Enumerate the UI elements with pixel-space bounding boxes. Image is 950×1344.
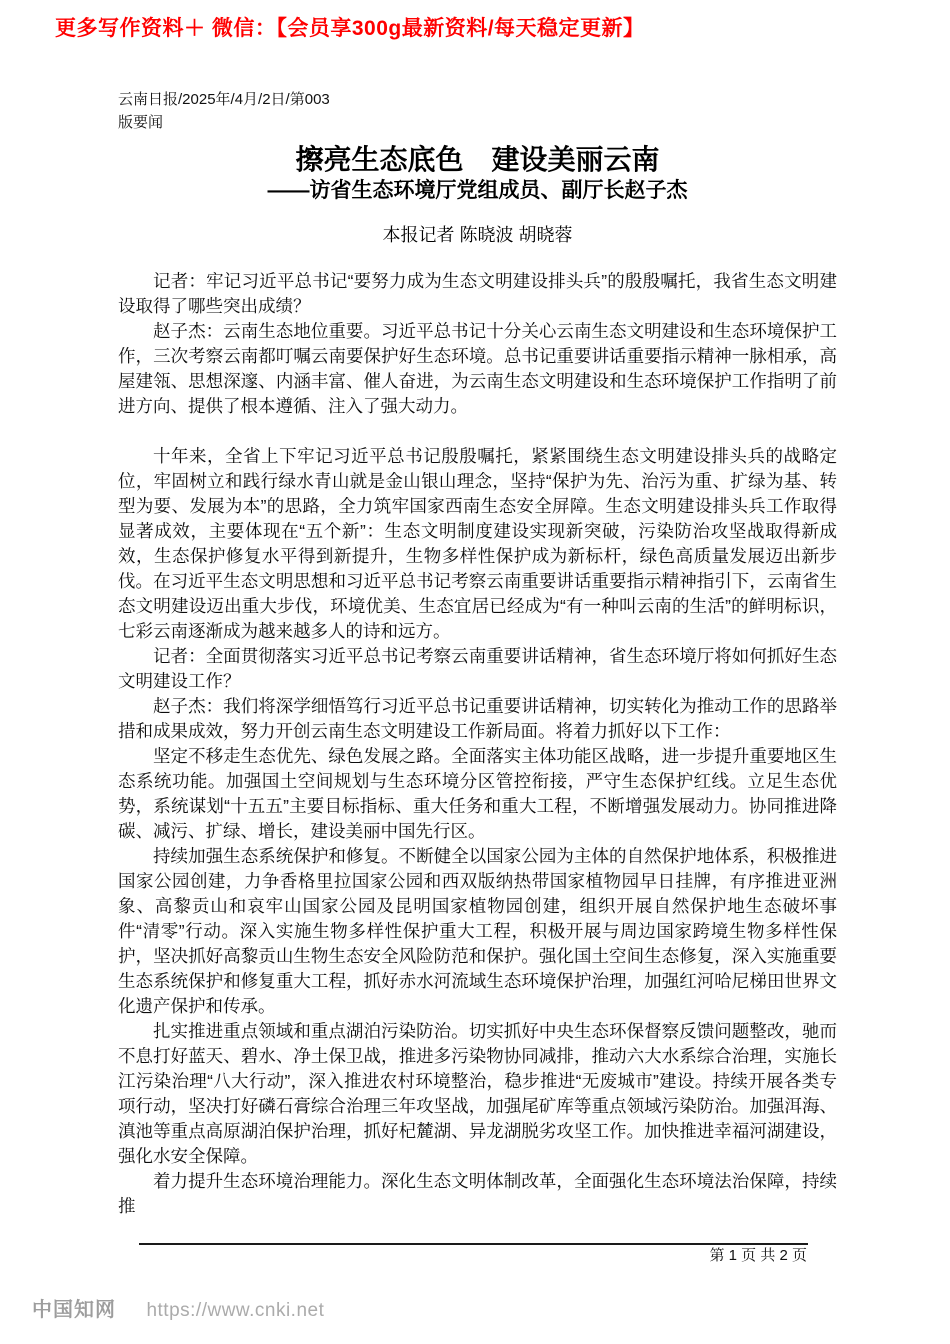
article-byline: 本报记者 陈晓波 胡晓蓉 [382,225,573,245]
source-line-1: 云南日报/2025年/4月/2日/第003 [118,91,330,108]
paragraph-task-pollution-control: 扎实推进重点领域和重点湖泊污染防治。切实抓好中央生态环保督察反馈问题整改，驰而不息打好蓝天、碧水、净土保卫战，推进多污染物协同减排，推动六大水系综合治理，实施长江污染治理“八大行动”，深入推进农村环境整治，稳步推进“无废城市”建设。持续开展各类专项行动，坚决打好磷石膏综合治理三年攻坚战，加强尾矿库等重点领域污染防治。加强洱海、滇池等重点高原湖泊保护治理，抓好杞麓湖、异龙湖脱劣攻坚工作。加快推进幸福河湖建设，强化水安全保障。 [118,1021,837,1166]
cnki-watermark [32,1293,324,1322]
paragraph-task-governance-capacity: 着力提升生态环境治理能力。深化生态文明体制改革，全面强化生态环境法治保障，持续推 [118,1171,837,1216]
cnki-url-text: https://www.cnki.net [146,1300,325,1321]
article-content [118,88,837,1265]
paragraph-task-green-development: 坚定不移走生态优先、绿色发展之路。全面落实主体功能区战略，进一步提升重要地区生态系统功能。加强国土空间规划与生态环境分区管控衔接，严守生态保护红线。立足生态优势，系统谋划“十五五”主要目标指标、重大任务和重大工程，不断增强发展动力。协同推进降碳、减污、扩绿、增长，建设美丽中国先行区。 [118,746,837,841]
paragraph-reporter-q2: 记者：全面贯彻落实习近平总书记考察云南重要讲话精神，省生态环境厅将如何抓好生态文明建设工作？ [118,646,837,691]
article-body [118,269,837,1219]
paragraph-task-ecosystem-protection: 持续加强生态系统保护和修复。不断健全以国家公园为主体的自然保护地体系，积极推进国家公园创建，力争香格里拉国家公园和西双版纳热带国家植物园早日挂牌，有序推进亚洲象、高黎贡山和哀牢山国家公园及昆明国家植物园创建，组织开展自然保护地生态破坏事件“清零”行动。深入实施生物多样性保护重大工程，积极开展与周边国家跨境生物多样性保护，坚决抓好高黎贡山生物生态安全风险防范和保护。强化国土空间生态修复，深入实施重要生态系统保护和修复重大工程，抓好赤水河流域生态环境保护治理，加强红河哈尼梯田世界文化遗产保护和传承。 [118,846,837,1016]
paragraph-reporter-q1: 记者：牢记习近平总书记“要努力成为生态文明建设排头兵”的殷殷嘱托，我省生态文明建设取得了哪些突出成绩？ [118,271,837,316]
footer-divider-line [139,1243,808,1245]
paragraph-decade-review: 十年来，全省上下牢记习近平总书记殷殷嘱托，紧紧围绕生态文明建设排头兵的战略定位，牢固树立和践行绿水青山就是金山银山理念，坚持“保护为先、治污为重、扩绿为基、转型为要、发展为本”的思路，全力筑牢国家西南生态安全屏障。生态文明建设排头兵工作取得显著成效，主要体现在“五个新”：生态文明制度建设实现新突破，污染防治攻坚战取得新成效，生态保护修复水平得到新提升，生物多样性保护成为新标杆，绿色高质量发展迈出新步伐。在习近平生态文明思想和习近平总书记考察云南重要讲话重要指示精神指引下，云南省生态文明建设迈出重大步伐，环境优美、生态宜居已经成为“有一种叫云南的生活”的鲜明标识，七彩云南逐渐成为越来越多人的诗和远方。 [118,446,837,641]
article-title: 擦亮生态底色 建设美丽云南 [295,144,660,175]
source-info [118,88,837,134]
source-line-2: 版要闻 [118,114,164,131]
paragraph-answer-1: 赵子杰：云南生态地位重要。习近平总书记十分关心云南生态文明建设和生态环境保护工作，三次考察云南都叮嘱云南要保护好生态环境。总书记重要讲话重要指示精神一脉相承，高屋建瓴、思想深邃、内涵丰富、催人奋进，为云南生态文明建设和生态环境保护工作指明了前进方向、提供了根本遵循、注入了强大动力。 [118,321,837,416]
paragraph-answer-2: 赵子杰：我们将深学细悟笃行习近平总书记重要讲话精神，切实转化为推动工作的思路举措和成果成效，努力开创云南生态文明建设工作新局面。将着力抓好以下工作： [118,696,837,741]
promo-banner-text: 更多写作资料＋ 微信：【会员享300g最新资料/每天稳定更新】 [55,17,645,40]
cnki-logo-text: 中国知网 [32,1299,116,1321]
page-indicator: 第 1 页 共 2 页 [709,1247,807,1264]
article-subtitle: ——访省生态环境厅党组成员、副厅长赵子杰 [267,179,688,202]
